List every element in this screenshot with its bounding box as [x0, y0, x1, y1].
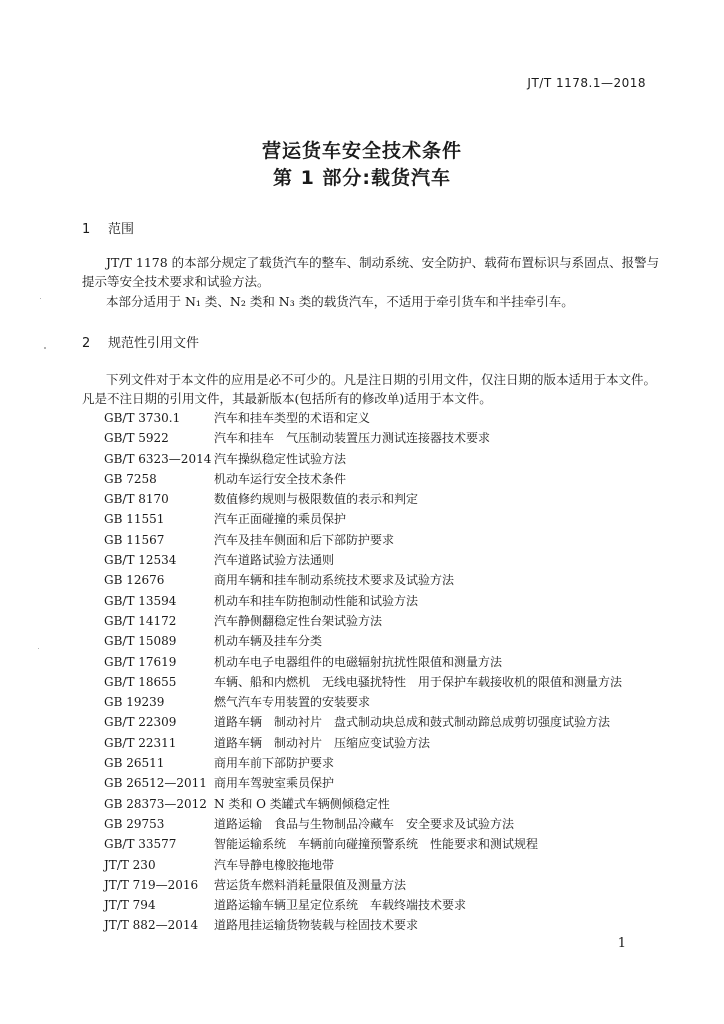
reference-code: GB/T 22309: [104, 715, 177, 730]
section-2-heading: [82, 332, 199, 351]
reference-row: [104, 915, 664, 935]
scan-speck: [38, 648, 39, 649]
reference-title: 汽车操纵稳定性试验方法: [214, 451, 347, 466]
reference-title: 道路运输 食品与生物制品冷藏车 安全要求及试验方法: [214, 816, 515, 831]
reference-title: 机动车电子电器组件的电磁辐射抗扰性限值和测量方法: [214, 654, 503, 669]
reference-row: [104, 875, 664, 895]
section-2-number: 2: [82, 336, 91, 351]
reference-title: 道路车辆 制动衬片 压缩应变试验方法: [214, 735, 431, 750]
standard-number: JT/T 1178.1—2018: [527, 76, 646, 90]
page-number: 1: [617, 936, 626, 951]
scope-paragraph-1: JT/T 1178 的本部分规定了载货汽车的整车、制动系统、安全防护、载荷布置标识与系固点、报警与提示等安全技术要求和试验方法。: [82, 255, 660, 289]
reference-title: 道路运输车辆卫星定位系统 车载终端技术要求: [214, 898, 467, 913]
reference-code: GB/T 17619: [104, 654, 177, 669]
reference-code: GB/T 18655: [104, 674, 177, 689]
reference-title: 营运货车燃料消耗量限值及测量方法: [214, 877, 407, 892]
reference-row: [104, 895, 664, 915]
section-1-heading: [82, 218, 134, 237]
reference-title: 商用车辆和挂车制动系统技术要求及试验方法: [214, 573, 455, 588]
document-subtitle: 第 1 部分:载货汽车: [272, 167, 452, 189]
reference-code: GB/T 6323—2014: [104, 451, 212, 466]
reference-row: [104, 570, 664, 590]
reference-row: [104, 631, 664, 651]
reference-title: 机动车和挂车防抱制动性能和试验方法: [214, 593, 419, 608]
reference-code: GB 12676: [104, 573, 165, 588]
reference-code: JT/T 794: [104, 898, 156, 913]
reference-title: 数值修约规则与极限数值的表示和判定: [214, 492, 419, 507]
reference-row: [104, 509, 664, 529]
reference-code: GB 29753: [104, 816, 165, 831]
scan-speck: [40, 298, 41, 299]
reference-title: 燃气汽车专用装置的安装要求: [214, 695, 371, 710]
reference-row: [104, 530, 664, 550]
reference-title: 汽车导静电橡胶拖地带: [214, 857, 335, 872]
reference-title: 汽车道路试验方法通则: [214, 553, 335, 568]
section-1-number: 1: [82, 222, 91, 237]
reference-row: [104, 550, 664, 570]
reference-code: JT/T 882—2014: [104, 918, 199, 933]
reference-title: 汽车正面碰撞的乘员保护: [214, 512, 347, 527]
reference-title: 汽车和挂车类型的术语和定义: [214, 411, 371, 425]
reference-row: [104, 591, 664, 611]
reference-row: [104, 855, 664, 875]
reference-code: GB 7258: [104, 471, 157, 486]
references-intro: 下列文件对于本文件的应用是必不可少的。凡是注日期的引用文件，仅注日期的版本适用于本文件。凡是不注日期的引用文件，其最新版本(包括所有的修改单)适用于本文件。: [82, 372, 657, 406]
reference-code: GB/T 8170: [104, 492, 169, 507]
reference-row: [104, 733, 664, 753]
reference-code: GB 11567: [104, 532, 165, 547]
reference-code: GB 11551: [104, 512, 165, 527]
reference-code: JT/T 230: [104, 857, 156, 872]
reference-row: [104, 449, 664, 469]
reference-code: GB/T 22311: [104, 735, 177, 750]
reference-title: 机动车运行安全技术条件: [214, 471, 347, 486]
reference-title: 汽车静侧翻稳定性台架试验方法: [214, 613, 383, 628]
reference-title: 道路车辆 制动衬片 盘式制动块总成和鼓式制动蹄总成剪切强度试验方法: [214, 715, 611, 730]
reference-row: [104, 794, 664, 814]
reference-title: 汽车及挂车侧面和后下部防护要求: [214, 532, 395, 547]
reference-code: GB 26512—2011: [104, 776, 207, 791]
reference-row: [104, 652, 664, 672]
reference-code: GB/T 15089: [104, 634, 177, 649]
reference-code: GB 19239: [104, 695, 165, 710]
reference-row: [104, 428, 664, 448]
reference-code: GB/T 14172: [104, 613, 177, 628]
reference-title: 道路甩挂运输货物装载与栓固技术要求: [214, 918, 419, 933]
reference-code: GB/T 13594: [104, 593, 177, 608]
reference-row: [104, 611, 664, 631]
reference-row: [104, 773, 664, 793]
reference-code: GB/T 12534: [104, 553, 177, 568]
reference-code: GB/T 33577: [104, 837, 177, 852]
document-title: 营运货车安全技术条件: [261, 140, 462, 162]
reference-row: [104, 834, 664, 854]
reference-title: 车辆、船和内燃机 无线电骚扰特性 用于保护车载接收机的限值和测量方法: [214, 674, 623, 689]
reference-row: [104, 814, 664, 834]
reference-title: N 类和 O 类罐式车辆侧倾稳定性: [214, 796, 390, 811]
reference-list: [104, 408, 664, 936]
reference-title: 机动车辆及挂车分类: [214, 634, 323, 649]
scope-paragraph-2: 本部分适用于 N₁ 类、N₂ 类和 N₃ 类的载货汽车，不适用于牵引货车和半挂牵引车。: [106, 294, 574, 309]
reference-row: [104, 469, 664, 489]
reference-code: GB 28373—2012: [104, 796, 207, 811]
section-1-title: 范围: [108, 222, 135, 237]
section-2-title: 规范性引用文件: [108, 336, 200, 351]
reference-row: [104, 408, 664, 428]
reference-row: [104, 489, 664, 509]
reference-row: [104, 753, 664, 773]
reference-title: 商用车前下部防护要求: [214, 756, 335, 771]
reference-code: GB/T 5922: [104, 431, 169, 446]
reference-code: GB/T 3730.1: [104, 411, 181, 425]
reference-row: [104, 712, 664, 732]
scan-speck: [44, 347, 46, 349]
reference-code: GB 26511: [104, 756, 165, 771]
reference-row: [104, 672, 664, 692]
reference-title: 商用车驾驶室乘员保护: [214, 776, 335, 791]
reference-title: 汽车和挂车 气压制动装置压力测试连接器技术要求: [214, 431, 491, 446]
reference-row: [104, 692, 664, 712]
reference-title: 智能运输系统 车辆前向碰撞预警系统 性能要求和测试规程: [214, 837, 539, 852]
reference-code: JT/T 719—2016: [104, 877, 199, 892]
